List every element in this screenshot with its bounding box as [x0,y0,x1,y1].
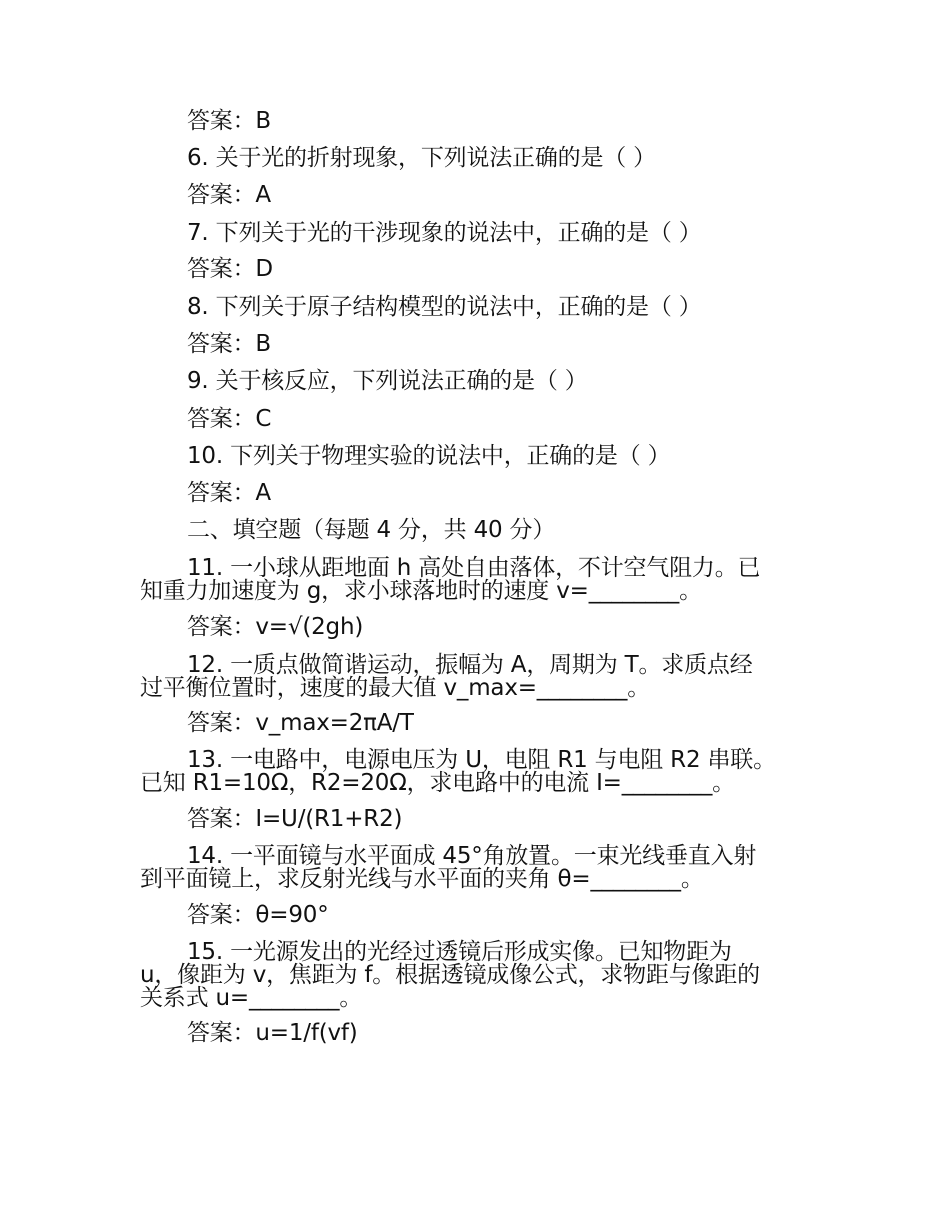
question-9: 9. 关于核反应，下列说法正确的是（ ） [187,368,588,394]
answer-5: 答案：B [187,108,271,134]
question-13-line-2: 已知 R1=10Ω，R2=20Ω，求电路中的电流 I=________。 [140,770,735,796]
question-15-line-3: 关系式 u=________。 [140,985,363,1011]
question-12-line-1: 12. 一质点做简谐运动，振幅为 A，周期为 T。求质点经 [187,652,753,678]
question-7: 7. 下列关于光的干涉现象的说法中，正确的是（ ） [187,220,702,246]
question-10: 10. 下列关于物理实验的说法中，正确的是（ ） [187,443,671,469]
question-13-line-1: 13. 一电路中，电源电压为 U，电阻 R1 与电阻 R2 串联。 [187,747,776,773]
question-11-line-2: 知重力加速度为 g，求小球落地时的速度 v=________。 [140,578,702,604]
answer-9: 答案：C [187,406,272,432]
section-heading: 二、填空题（每题 4 分，共 40 分） [187,517,556,543]
question-15-line-1: 15. 一光源发出的光经过透镜后形成实像。已知物距为 [187,939,732,965]
answer-11: 答案：v=√(2gh) [187,614,364,640]
answer-14: 答案：θ=90° [187,902,329,928]
question-12-line-2: 过平衡位置时，速度的最大值 v_max=________。 [140,675,651,701]
answer-6: 答案：A [187,182,271,208]
question-15-line-2: u，像距为 v，焦距为 f。根据透镜成像公式，求物距与像距的 [140,962,760,988]
answer-7: 答案：D [187,256,273,282]
answer-13: 答案：I=U/(R1+R2) [187,806,403,832]
question-6: 6. 关于光的折射现象，下列说法正确的是（ ） [187,145,656,171]
question-14-line-2: 到平面镜上，求反射光线与水平面的夹角 θ=________。 [140,866,704,892]
answer-8: 答案：B [187,331,271,357]
question-8: 8. 下列关于原子结构模型的说法中，正确的是（ ） [187,294,702,320]
question-14-line-1: 14. 一平面镜与水平面成 45°角放置。一束光线垂直入射 [187,843,757,869]
answer-15: 答案：u=1/f(vf) [187,1020,358,1046]
answer-10: 答案：A [187,480,271,506]
question-11-line-1: 11. 一小球从距地面 h 高处自由落体，不计空气阻力。已 [187,555,761,581]
answer-12: 答案：v_max=2πA/T [187,710,414,736]
